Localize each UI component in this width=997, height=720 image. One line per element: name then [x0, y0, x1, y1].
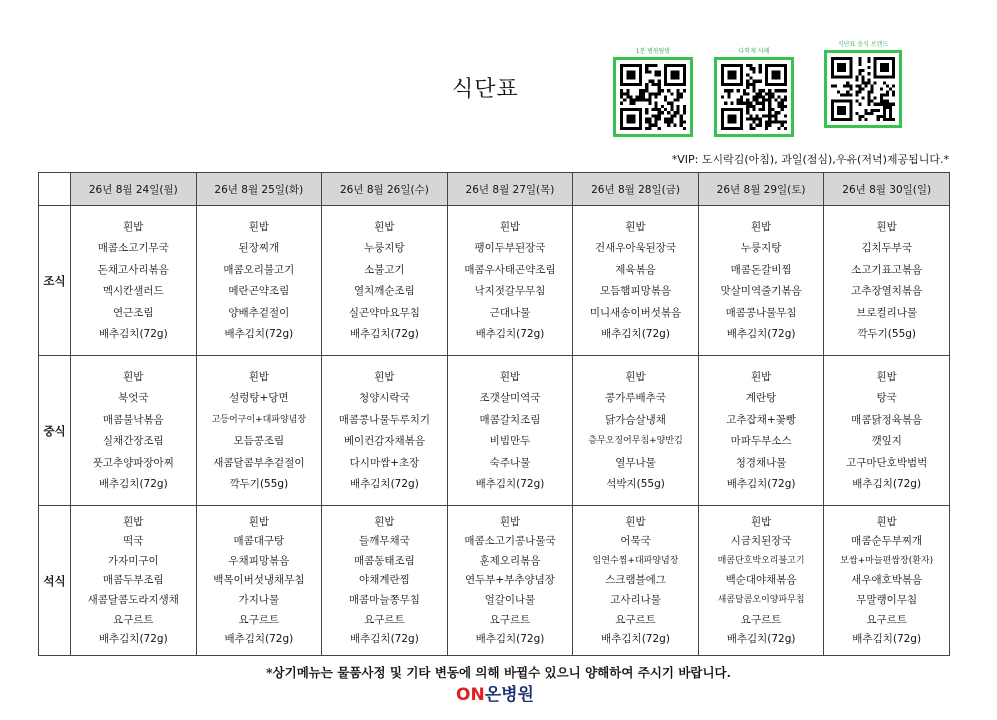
menu-cell — [322, 356, 448, 506]
menu-item: 배추김치(72g) — [852, 478, 922, 491]
day-header: 26년 8월 26일(수) — [322, 173, 448, 206]
logo-hospital-name: 온병원 — [484, 685, 534, 705]
menu-item: 어묵국 — [620, 535, 651, 548]
menu-item: 열치깨순조림 — [353, 285, 415, 298]
menu-item: 흰밥 — [499, 220, 521, 233]
qr-caption: 다학제 사례 — [738, 48, 770, 55]
menu-item: 배추김치(72g) — [726, 633, 796, 646]
meal-label: 조식 — [39, 206, 71, 356]
menu-item: 비빔만두 — [489, 435, 531, 448]
menu-item: 요구르트 — [364, 613, 405, 626]
menu-item: 매콤동태조림 — [353, 554, 415, 567]
menu-table — [38, 172, 950, 656]
corner-cell — [39, 173, 71, 206]
menu-item: 요구르트 — [489, 613, 531, 626]
menu-item: 배추김치(72g) — [601, 633, 670, 646]
day-header: 26년 8월 29일(토) — [698, 173, 824, 206]
menu-cell — [824, 206, 950, 356]
menu-cell — [447, 506, 573, 656]
menu-item: 매콤우사태곤약조림 — [464, 263, 556, 276]
menu-item: 스크램블에그 — [605, 574, 666, 587]
menu-item: 배추김치(72g) — [350, 633, 419, 646]
menu-item: 소고기표고볶음 — [851, 263, 923, 276]
page-title: 식단표 — [452, 77, 519, 102]
menu-item: 흰밥 — [876, 515, 897, 528]
menu-item: 브로컬리나물 — [856, 306, 918, 319]
menu-item: 요구르트 — [615, 613, 656, 626]
menu-item: 새우애호박볶음 — [851, 574, 923, 587]
menu-item: 배추김치(72g) — [475, 633, 545, 646]
menu-item: 매콤불낙볶음 — [102, 413, 164, 426]
day-header: 26년 8월 24일(월) — [71, 173, 197, 206]
menu-item: 깍두기(55g) — [857, 328, 917, 341]
menu-item: 얼갈이나물 — [484, 594, 536, 607]
menu-item: 매콤오리불고기 — [223, 263, 295, 276]
menu-item: 배추김치(72g) — [852, 633, 922, 646]
menu-item: 누룽지탕 — [740, 242, 782, 255]
menu-item: 흰밥 — [750, 370, 772, 383]
menu-cell — [447, 206, 573, 356]
menu-item: 가지나물 — [238, 594, 280, 607]
menu-item: 탕국 — [876, 392, 897, 405]
menu-item: 근대나물 — [489, 306, 531, 319]
menu-item: 멕시칸샐러드 — [102, 285, 164, 298]
menu-cell — [573, 356, 699, 506]
menu-item: 낙지젓갈무무침 — [474, 285, 546, 298]
menu-cell — [322, 506, 448, 656]
menu-item: 떡국 — [123, 535, 144, 548]
menu-item: 실곤약마요무침 — [348, 306, 420, 319]
menu-item: 건새우아욱된장국 — [594, 242, 677, 255]
menu-item: 흰밥 — [625, 370, 646, 383]
menu-cell — [71, 356, 197, 506]
menu-item: 매콤갈치조림 — [479, 413, 541, 426]
menu-item: 흰밥 — [374, 220, 395, 233]
menu-item: 새콤달콤부추겉절이 — [213, 456, 305, 469]
menu-item: 요구르트 — [866, 613, 907, 626]
menu-item: 배추김치(72g) — [726, 478, 796, 491]
qr-code-icon[interactable] — [613, 57, 693, 137]
menu-item: 조갯살미역국 — [479, 392, 541, 405]
menu-item: 베이컨감자채볶음 — [343, 435, 425, 448]
menu-item: 요구르트 — [238, 613, 280, 626]
qr-block-3[interactable] — [824, 40, 902, 128]
qr-block-1[interactable] — [613, 47, 693, 137]
menu-item: 시금치된장국 — [730, 535, 792, 548]
menu-item: 소불고기 — [364, 263, 405, 276]
menu-item: 팽이두부된장국 — [474, 242, 546, 255]
menu-item: 매콤돈갈비찜 — [730, 263, 792, 276]
menu-item: 다시마쌈+초장 — [349, 456, 420, 469]
menu-item: 흰밥 — [248, 370, 269, 383]
menu-item: 야채계란찜 — [359, 574, 410, 587]
menu-item: 배추김치(72g) — [98, 328, 168, 341]
menu-item: 연근조림 — [112, 306, 154, 319]
menu-item: 된장찌개 — [238, 242, 280, 255]
qr-block-2[interactable] — [714, 47, 794, 137]
menu-item: 배추김치(72g) — [350, 328, 419, 341]
menu-item: 들깨무채국 — [359, 535, 410, 548]
day-header: 26년 8월 28일(금) — [573, 173, 699, 206]
menu-item: 훈제오리볶음 — [479, 554, 541, 567]
menu-cell — [447, 356, 573, 506]
menu-item: 콩가루배추국 — [605, 392, 666, 405]
menu-item: 모듬콩조림 — [233, 435, 285, 448]
menu-cell — [824, 356, 950, 506]
footer-note: *상기메뉴는 물품사정 및 기타 변동에 의해 바뀔수 있으니 양해하여 주시기 바랍니다. — [266, 665, 731, 680]
meal-label: 석식 — [39, 506, 71, 656]
menu-item: 맛살미역줄기볶음 — [720, 285, 802, 298]
menu-item: 고등어구이+대파양념장 — [211, 414, 307, 425]
menu-item: 배추김치(72g) — [475, 328, 545, 341]
menu-item: 흰밥 — [374, 370, 395, 383]
menu-item: 설렁탕+당면 — [229, 392, 289, 405]
menu-item: 배추김치(72g) — [224, 633, 294, 646]
day-header: 26년 8월 30일(일) — [824, 173, 950, 206]
menu-cell — [196, 206, 322, 356]
menu-item: 매콤마늘쫑무침 — [348, 594, 420, 607]
menu-item: 흰밥 — [876, 370, 897, 383]
meal-row — [39, 356, 950, 506]
menu-item: 고사리나물 — [610, 594, 661, 607]
menu-item: 무말랭이무침 — [856, 594, 918, 607]
menu-item: 배추김치(72g) — [726, 328, 796, 341]
menu-cell — [698, 506, 824, 656]
menu-item: 배추김치(72g) — [98, 478, 168, 491]
menu-item: 흰밥 — [123, 515, 144, 528]
qr-caption: 식단표 음식 브랜드 — [837, 41, 889, 48]
menu-item: 계란탕 — [745, 392, 777, 405]
menu-item: 새콤달콤오이양파무침 — [717, 595, 805, 606]
menu-item: 깍두기(55g) — [229, 478, 289, 491]
menu-item: 새콤달콤도라지생채 — [87, 594, 179, 607]
menu-item: 모듬햄피망볶음 — [600, 285, 672, 298]
menu-cell — [71, 206, 197, 356]
menu-item: 흰밥 — [123, 220, 144, 233]
menu-item: 흰밥 — [499, 370, 521, 383]
menu-item: 가자미구이 — [107, 554, 159, 567]
menu-item: 요구르트 — [112, 613, 154, 626]
menu-item: 숙주나물 — [489, 456, 531, 469]
menu-item: 고구마단호박범벅 — [846, 456, 928, 469]
menu-item: 흰밥 — [750, 515, 772, 528]
hospital-logo — [456, 680, 534, 705]
menu-item: 흰밥 — [123, 370, 144, 383]
day-header-row — [39, 173, 950, 206]
qr-code-icon[interactable] — [714, 57, 794, 137]
menu-item: 매콤콩나물두루치기 — [338, 413, 431, 426]
menu-cell — [573, 206, 699, 356]
menu-item: 깻잎지 — [871, 435, 902, 448]
menu-item: 매콤소고기콩나물국 — [464, 535, 556, 548]
menu-item: 흰밥 — [876, 220, 897, 233]
menu-cell — [573, 506, 699, 656]
menu-item: 임연수찜+대파양념장 — [592, 555, 679, 566]
menu-item: 김치두부국 — [861, 242, 913, 255]
menu-item: 보쌈+마늘편쌈장(환자) — [840, 555, 934, 566]
menu-item: 매콤대구탕 — [233, 535, 285, 548]
menu-item: 미니새송이버섯볶음 — [589, 306, 682, 319]
menu-item: 북엇국 — [118, 392, 149, 405]
menu-item: 고추장열치볶음 — [851, 285, 923, 298]
menu-item: 흰밥 — [248, 515, 269, 528]
menu-item: 매콤콩나물무침 — [725, 306, 797, 319]
menu-item: 요구르트 — [740, 613, 782, 626]
menu-item: 백목이버섯냉채무침 — [213, 574, 305, 587]
menu-item: 배추김치(72g) — [475, 478, 545, 491]
logo-on-text: ON — [456, 685, 485, 705]
menu-item: 흰밥 — [374, 515, 395, 528]
menu-item: 열무나물 — [615, 456, 656, 469]
day-header: 26년 8월 25일(화) — [196, 173, 322, 206]
qr-caption: 1분 병원탐방 — [635, 48, 671, 55]
menu-item: 매콤순두부찌개 — [851, 535, 923, 548]
menu-item: 양배추겉절이 — [228, 306, 290, 319]
menu-item: 배추김치(72g) — [98, 633, 168, 646]
menu-cell — [698, 356, 824, 506]
meal-row — [39, 206, 950, 356]
menu-item: 매콤두부조림 — [102, 574, 164, 587]
menu-item: 흰밥 — [625, 515, 646, 528]
menu-cell — [196, 356, 322, 506]
menu-item: 누룽지탕 — [364, 242, 405, 255]
menu-cell — [698, 206, 824, 356]
menu-item: 매콤닭정육볶음 — [851, 413, 923, 426]
menu-item: 석박지(55g) — [606, 478, 665, 491]
menu-item: 청경채나물 — [735, 456, 787, 469]
qr-code-icon[interactable] — [824, 50, 902, 128]
menu-item: 흰밥 — [499, 515, 521, 528]
menu-item: 마파두부소스 — [730, 435, 792, 448]
menu-cell — [71, 506, 197, 656]
menu-item: 배추김치(72g) — [601, 328, 670, 341]
menu-item: 배추김치(72g) — [350, 478, 419, 491]
menu-item: 흰밥 — [625, 220, 646, 233]
menu-item: 층무오징어무침+양반김 — [588, 436, 683, 447]
meal-row — [39, 506, 950, 656]
menu-item: 백순대야채볶음 — [725, 574, 797, 587]
menu-item: 풋고추양파장아찌 — [92, 456, 174, 469]
menu-item: 매콤소고기무국 — [97, 242, 169, 255]
menu-item: 실채간장조림 — [102, 435, 164, 448]
menu-item: 매콤단호박오리불고기 — [717, 555, 805, 566]
menu-item: 우채피망볶음 — [228, 554, 290, 567]
menu-item: 청양시락국 — [359, 392, 410, 405]
menu-item: 제육볶음 — [615, 263, 656, 276]
menu-cell — [322, 206, 448, 356]
day-header: 26년 8월 27일(목) — [447, 173, 573, 206]
menu-item: 연두부+부추양념장 — [464, 574, 555, 587]
meal-label: 중식 — [39, 356, 71, 506]
menu-item: 돈채고사리볶음 — [97, 263, 169, 276]
vip-note: *VIP: 도시락김(아침), 과일(점심),우유(저녁)제공됩니다.* — [671, 153, 949, 166]
menu-item: 닭가슴살냉채 — [605, 413, 666, 426]
menu-item: 고추잡채+꽃빵 — [726, 413, 796, 426]
menu-cell — [824, 506, 950, 656]
menu-item: 흰밥 — [750, 220, 772, 233]
menu-item: 배추김치(72g) — [224, 328, 294, 341]
menu-item: 메란곤약조림 — [228, 285, 290, 298]
menu-cell — [196, 506, 322, 656]
menu-item: 흰밥 — [248, 220, 269, 233]
